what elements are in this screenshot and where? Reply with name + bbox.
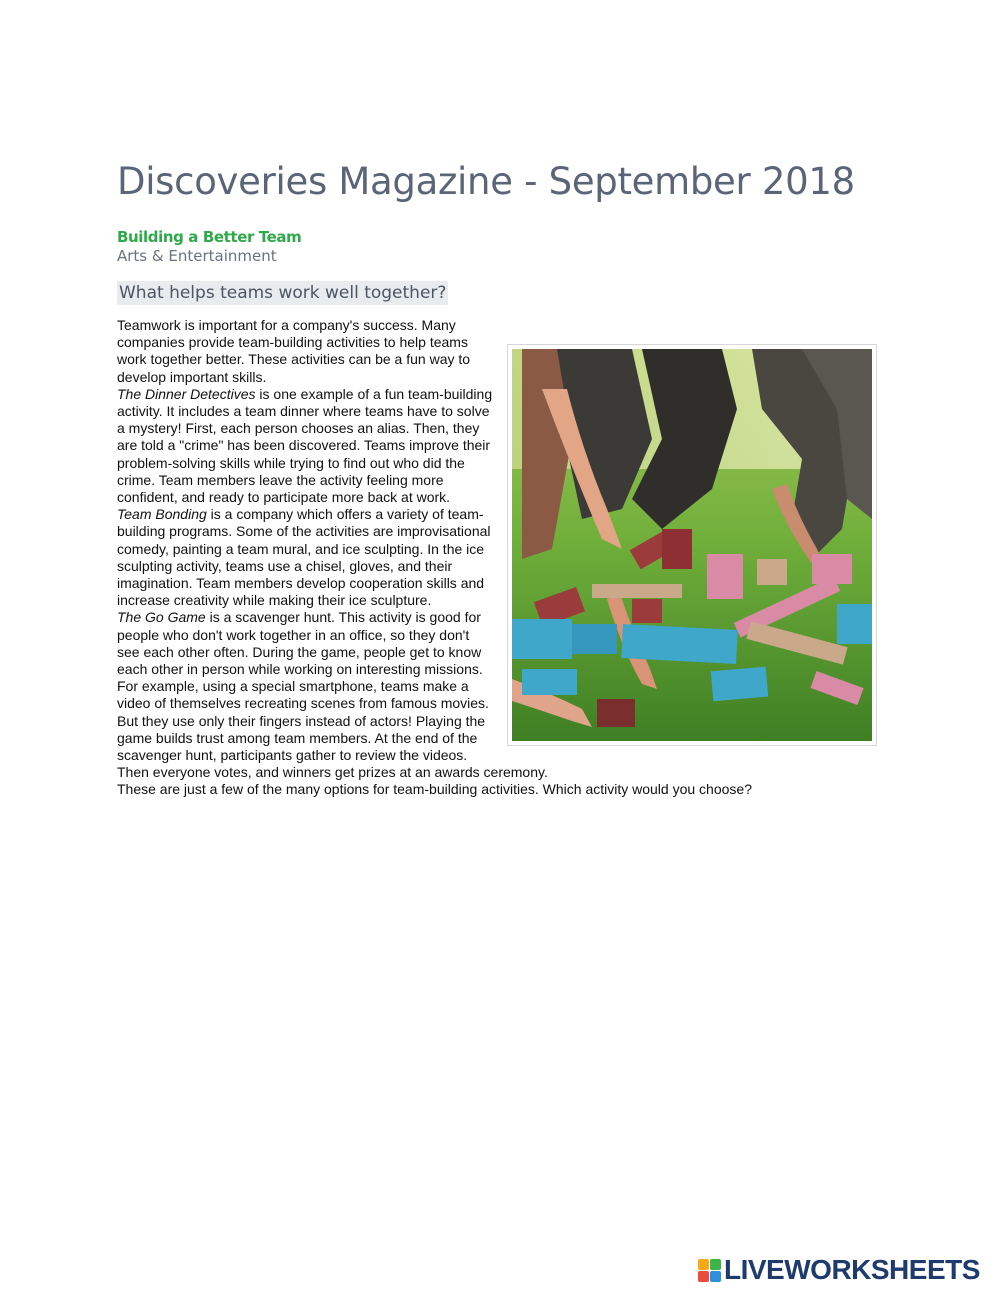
team-bonding-description: is a company which offers a variety of team-building programs. Some of the activities are improvisational comedy, painting a team mural, and ice sculpting. In the ice sculpting activity, teams use a chisel, gloves, and their imagination. Team members develop cooperation skills and increase creativity while making their ice sculpture.: [117, 506, 491, 609]
liveworksheets-logo-icon: [698, 1259, 721, 1282]
team-building-photo: [507, 344, 877, 746]
page-title: Discoveries Magazine - September 2018: [117, 160, 855, 203]
go-game-description: is a scavenger hunt. This activity is good for people who don't work together in an office, so they don't see each other often. During the game, people get to know each other in person while working on interesting missions. For example, using a special smartphone, teams make a video of themselves recreating scenes from famous movies. But they use only their fingers instead of actors! Playing the game builds trust among team members. At the end of the scavenger hunt, participants gather to review the videos. Then everyone votes, and winners get prizes at an awards ceremony.: [117, 609, 548, 781]
dinner-detectives-description: is one example of a fun team-building activity. It includes a team dinner where teams have to solve a mystery! First, each person chooses an alias. Then, they are told a "crime" has been discovered. Teams improve their problem-solving skills while trying to find out who did the crime. Team members leave the activity feeling more confident, and ready to participate more back at work.: [117, 385, 493, 506]
activity-name-dinner-detectives: The Dinner Detectives: [117, 385, 256, 402]
liveworksheets-logo[interactable]: [698, 1256, 980, 1284]
guiding-question: What helps teams work well together?: [119, 283, 447, 303]
article-section: Arts & Entertainment: [117, 247, 277, 265]
article-headline: Building a Better Team: [117, 228, 302, 246]
activity-name-team-bonding: Team Bonding: [117, 506, 207, 523]
team-building-blocks-photo-icon: [512, 349, 872, 741]
article-paragraph-intro: Teamwork is important for a company's success. Many companies provide team-building activities to help teams work together better. These activities can be a fun way to develop important skills.: [117, 317, 471, 385]
article-paragraph-conclusion: These are just a few of the many options for team-building activities. Which activity would you choose?: [117, 781, 752, 798]
activity-name-go-game: The Go Game: [117, 609, 206, 626]
liveworksheets-logo-text: LIVEWORKSHEETS: [724, 1254, 980, 1285]
article-body: [117, 317, 877, 799]
